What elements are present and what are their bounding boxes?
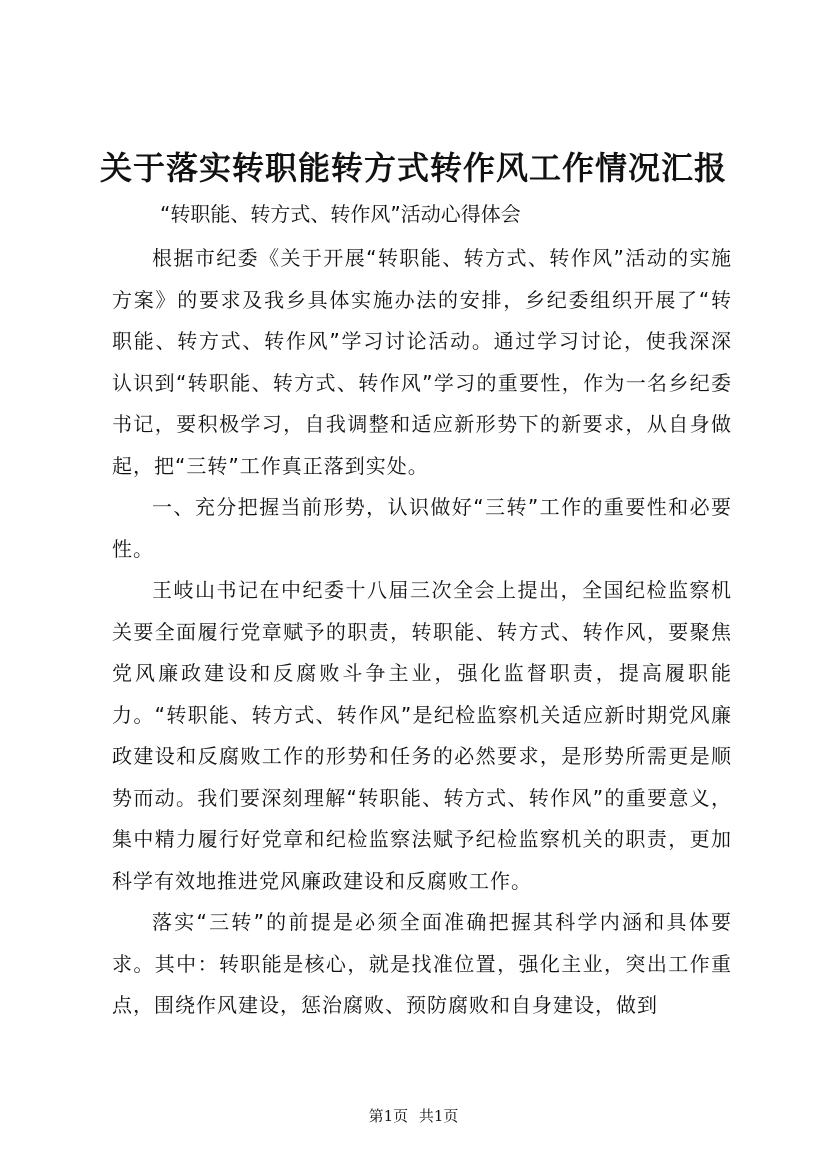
paragraph-intro: 根据市纪委《关于开展“转职能、转方式、转作风”活动的实施方案》的要求及我乡具体实施办法的安排，乡纪委组织开展了“转职能、转方式、转作风”学习讨论活动。通过学习讨论，使我深深认识到“转职能、转方式、转作风”学习的重要性，作为一名乡纪委书记，要积极学习，自我调整和适应新形势下的新要求，从自身做起，把“三转”工作真正落到实处。 xyxy=(112,246,732,478)
document-subtitle: “转职能、转方式、转作风”活动心得体会 xyxy=(160,202,521,226)
page-footer xyxy=(0,1106,827,1126)
page-number: 第1页 xyxy=(368,1107,409,1125)
paragraph-wang-qishan: 王岐山书记在中纪委十八届三次全会上提出，全国纪检监察机关要全面履行党章赋予的职责，转职能、转方式、转作风，要聚焦党风廉政建设和反腐败斗争主业，强化监督职责，提高履职能力。“转职能、转方式、转作风”是纪检监察机关适应新时期党风廉政建设和反腐败工作的形势和任务的必然要求，是形势所需更是顺势而动。我们要深刻理解“转职能、转方式、转作风”的重要意义，集中精力履行好党章和纪检监察法赋予纪检监察机关的职责，更加科学有效地推进党风廉政建设和反腐败工作。 xyxy=(112,578,732,893)
paragraph-section-heading: 一、充分把握当前形势，认识做好“三转”工作的重要性和必要性。 xyxy=(112,495,732,561)
page-total: 共1页 xyxy=(418,1107,459,1125)
document-title: 关于落实转职能转方式转作风工作情况汇报 xyxy=(99,149,727,187)
paragraph-three-transformations: 落实“三转”的前提是必须全面准确把握其科学内涵和具体要求。其中：转职能是核心，就是找准位置，强化主业，突出工作重点，围绕作风建设，惩治腐败、预防腐败和自身建设，做到 xyxy=(112,910,732,1017)
document-body xyxy=(112,238,732,1027)
